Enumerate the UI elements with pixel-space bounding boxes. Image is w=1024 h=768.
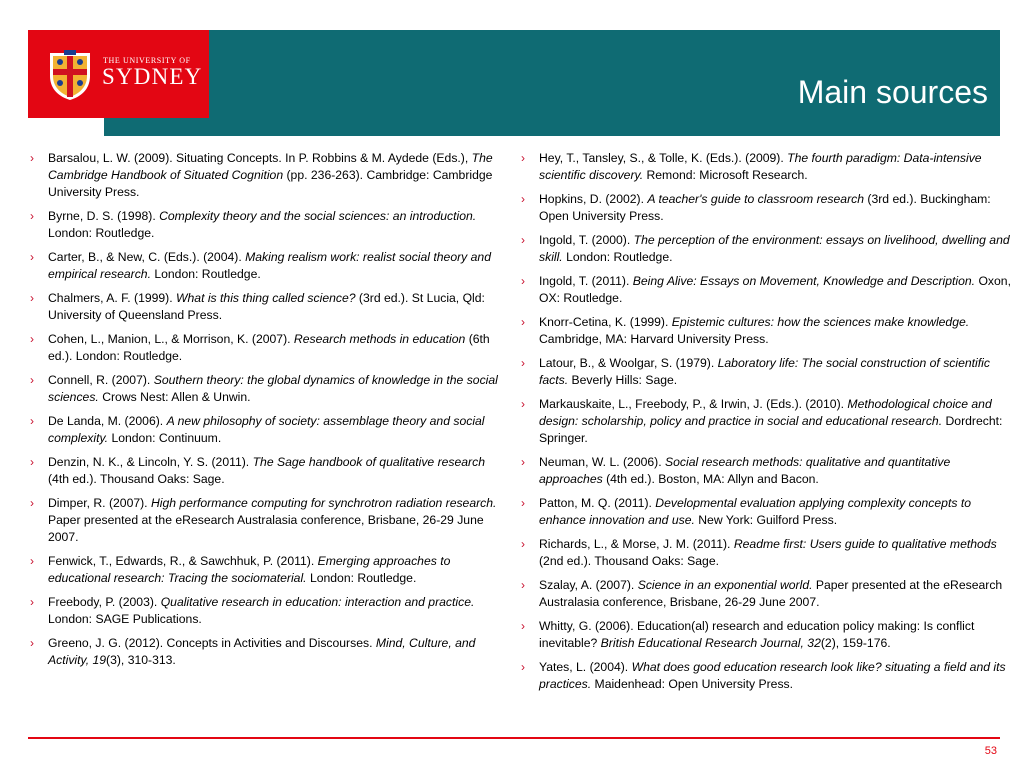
reference-title: Mind, Culture, and Activity, 19 [48, 636, 476, 667]
reference-title: A teacher's guide to classroom research [647, 192, 865, 206]
bullet-icon: › [30, 209, 34, 223]
reference-item [521, 396, 1013, 447]
references-right-column [521, 150, 1013, 700]
reference-text: Cambridge, MA: Harvard University Press. [539, 332, 769, 346]
reference-text: Barsalou, L. W. (2009). Situating Concepts. In P. Robbins & M. Aydede (Eds.), [48, 151, 472, 165]
reference-item [30, 454, 500, 488]
reference-text: Fenwick, T., Edwards, R., & Sawchhuk, P. (2011). [48, 554, 318, 568]
reference-title: The Sage handbook of qualitative research [252, 455, 485, 469]
reference-text: Paper presented at the eResearch Australasia conference, Brisbane, 26-29 June 2007. [48, 513, 484, 544]
bullet-icon: › [30, 332, 34, 346]
reference-text: Paper presented at the eResearch Australasia conference, Brisbane, 26-29 June 2007. [539, 578, 1003, 609]
reference-title: Social research methods: qualitative and quantitative approaches [539, 455, 951, 486]
reference-title: Making realism work: realist social theory and empirical research. [48, 250, 491, 281]
reference-text: (3rd ed.). St Lucia, Qld: University of Queensland Press. [48, 291, 485, 322]
reference-text: Whitty, G. (2006). Education(al) research and education policy making: Is conflict inevitable? [539, 619, 975, 650]
reference-item [521, 536, 1013, 570]
reference-text: (4th ed.). Boston, MA: Allyn and Bacon. [602, 472, 819, 486]
bullet-icon: › [521, 192, 525, 206]
reference-text: Connell, R. (2007). [48, 373, 154, 387]
bullet-icon: › [521, 397, 525, 411]
reference-text: Denzin, N. K., & Lincoln, Y. S. (2011). [48, 455, 253, 469]
reference-item [30, 635, 500, 669]
reference-text: Byrne, D. S. (1998). [48, 209, 160, 223]
bullet-icon: › [30, 496, 34, 510]
bullet-icon: › [521, 619, 525, 633]
reference-text: (2nd ed.). Thousand Oaks: Sage. [539, 554, 719, 568]
bullet-icon: › [30, 414, 34, 428]
university-crest-icon [47, 50, 93, 102]
reference-text: Latour, B., & Woolgar, S. (1979). [539, 356, 718, 370]
reference-title: A new philosophy of society: assemblage theory and social complexity. [48, 414, 485, 445]
bullet-icon: › [521, 274, 525, 288]
reference-text: London: SAGE Publications. [48, 612, 202, 626]
reference-item [30, 208, 500, 242]
reference-text: Freebody, P. (2003). [48, 595, 161, 609]
reference-title: The Cambridge Handbook of Situated Cognition [48, 151, 493, 182]
reference-title: Emerging approaches to educational research: Tracing the sociomaterial. [48, 554, 451, 585]
bullet-icon: › [30, 595, 34, 609]
reference-text: Crows Nest: Allen & Unwin. [98, 390, 251, 404]
reference-text: Cohen, L., Manion, L., & Morrison, K. (2007). [48, 332, 294, 346]
reference-item [30, 594, 500, 628]
reference-text: Hey, T., Tansley, S., & Tolle, K. (Eds.). (2009). [539, 151, 788, 165]
reference-text: Beverly Hills: Sage. [568, 373, 678, 387]
bullet-icon: › [30, 151, 34, 165]
reference-item [521, 191, 1013, 225]
bullet-icon: › [30, 250, 34, 264]
reference-text: (2), 159-176. [820, 636, 891, 650]
reference-text: London: Routledge. [562, 250, 673, 264]
reference-title: The perception of the environment: essays on livelihood, dwelling and skill. [539, 233, 1010, 264]
reference-text: Neuman, W. L. (2006). [539, 455, 665, 469]
reference-text: Greeno, J. G. (2012). Concepts in Activities and Discourses. [48, 636, 376, 650]
reference-item [521, 577, 1013, 611]
reference-text: Szalay, A. (2007). [539, 578, 638, 592]
reference-text: De Landa, M. (2006). [48, 414, 167, 428]
reference-item [521, 454, 1013, 488]
reference-text: London: Routledge. [150, 267, 261, 281]
bullet-icon: › [521, 537, 525, 551]
reference-item [521, 273, 1013, 307]
reference-text: (3), 310-313. [106, 653, 176, 667]
reference-text: Maidenhead: Open University Press. [591, 677, 794, 691]
reference-item [521, 314, 1013, 348]
reference-text: Richards, L., & Morse, J. M. (2011). [539, 537, 734, 551]
bullet-icon: › [30, 636, 34, 650]
reference-text: London: Routledge. [306, 571, 417, 585]
reference-text: Markauskaite, L., Freebody, P., & Irwin, J. (Eds.). (2010). [539, 397, 848, 411]
footer-divider [28, 737, 1000, 739]
reference-text: Yates, L. (2004). [539, 660, 632, 674]
reference-item [30, 331, 500, 365]
reference-text: (6th ed.). London: Routledge. [48, 332, 490, 363]
page-title: Main sources [797, 74, 988, 110]
reference-text: London: Continuum. [108, 431, 222, 445]
reference-title: Southern theory: the global dynamics of knowledge in the social sciences. [48, 373, 498, 404]
reference-title: Complexity theory and the social sciences: an introduction. [159, 209, 477, 223]
bullet-icon: › [521, 356, 525, 370]
page-number: 53 [984, 745, 997, 757]
reference-title: Research methods in education [293, 332, 466, 346]
reference-item [521, 150, 1013, 184]
reference-text: London: Routledge. [48, 226, 155, 240]
reference-item [30, 249, 500, 283]
reference-text: Remond: Microsoft Research. [643, 168, 808, 182]
reference-text: New York: Guilford Press. [694, 513, 838, 527]
reference-item [30, 150, 500, 201]
reference-text: Dordrecht: Springer. [539, 414, 1003, 445]
reference-title: The fourth paradigm: Data-intensive scientific discovery. [539, 151, 982, 182]
bullet-icon: › [521, 660, 525, 674]
bullet-icon: › [30, 554, 34, 568]
reference-text: (3rd ed.). Buckingham: Open University Press. [539, 192, 991, 223]
bullet-icon: › [521, 496, 525, 510]
reference-title: What is this thing called science? [176, 291, 356, 305]
reference-item [521, 495, 1013, 529]
references-left-column [30, 150, 500, 676]
reference-title: Laboratory life: The social construction of scientific facts. [539, 356, 990, 387]
reference-item [30, 495, 500, 546]
reference-text: Dimper, R. (2007). [48, 496, 151, 510]
reference-title: What does good education research look like? situating a field and its practices. [539, 660, 1006, 691]
bullet-icon: › [521, 233, 525, 247]
reference-title: Readme first: Users guide to qualitative methods [733, 537, 997, 551]
bullet-icon: › [521, 151, 525, 165]
reference-title: Being Alive: Essays on Movement, Knowledge and Description. [632, 274, 976, 288]
reference-text: (pp. 236-263). Cambridge: Cambridge University Press. [48, 168, 493, 199]
reference-item [521, 355, 1013, 389]
reference-item [30, 372, 500, 406]
reference-title: Qualitative research in education: interaction and practice. [160, 595, 475, 609]
bullet-icon: › [521, 578, 525, 592]
bullet-icon: › [521, 455, 525, 469]
reference-text: Ingold, T. (2000). [539, 233, 634, 247]
logo-university-of-text: THE UNIVERSITY OF [103, 56, 191, 65]
reference-text: Patton, M. Q. (2011). [539, 496, 656, 510]
reference-item [30, 413, 500, 447]
reference-title: Developmental evaluation applying complexity concepts to enhance innovation and use. [539, 496, 971, 527]
reference-item [521, 232, 1013, 266]
reference-text: Knorr-Cetina, K. (1999). [539, 315, 672, 329]
reference-item [521, 659, 1013, 693]
reference-title: Methodological choice and design: scholarship, policy and practice in social and educational research. [539, 397, 992, 428]
reference-text: (4th ed.). Thousand Oaks: Sage. [48, 472, 225, 486]
reference-item [30, 553, 500, 587]
reference-item [521, 618, 1013, 652]
reference-text: Hopkins, D. (2002). [539, 192, 648, 206]
university-logo [28, 30, 209, 118]
reference-text: Chalmers, A. F. (1999). [48, 291, 177, 305]
reference-title: Epistemic cultures: how the sciences make knowledge. [671, 315, 970, 329]
reference-text: Ingold, T. (2011). [539, 274, 633, 288]
reference-title: High performance computing for synchrotron radiation research. [150, 496, 497, 510]
reference-title: British Educational Research Journal, 32 [600, 636, 821, 650]
bullet-icon: › [30, 291, 34, 305]
reference-text: Oxon, OX: Routledge. [539, 274, 1011, 305]
reference-title: Science in an exponential world. [637, 578, 813, 592]
reference-item [30, 290, 500, 324]
reference-text: Carter, B., & New, C. (Eds.). (2004). [48, 250, 246, 264]
logo-sydney-text: SYDNEY [102, 64, 203, 89]
bullet-icon: › [521, 315, 525, 329]
bullet-icon: › [30, 455, 34, 469]
bullet-icon: › [30, 373, 34, 387]
